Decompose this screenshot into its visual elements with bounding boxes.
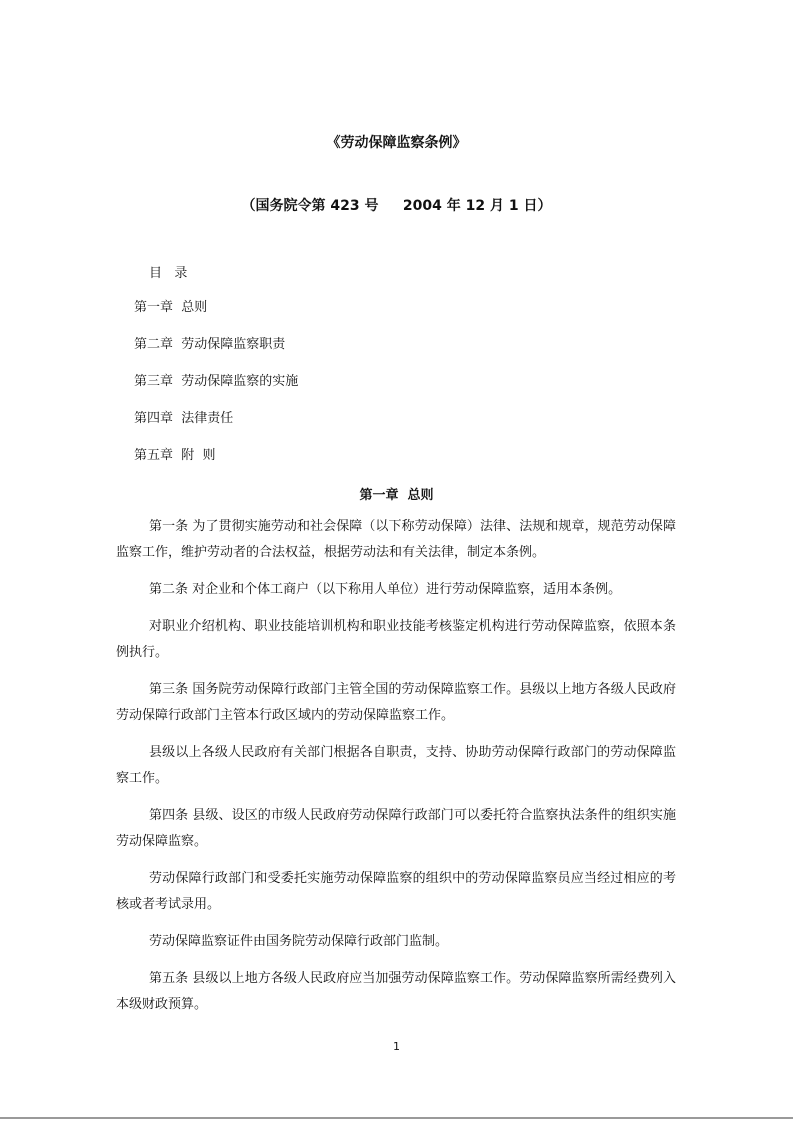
toc-item: 第一章 总则 bbox=[134, 300, 208, 315]
paragraph: 劳动保障行政部门和受委托实施劳动保障监察的组织中的劳动保障监察员应当经过相应的考核或者考试录用。 bbox=[116, 871, 676, 912]
toc-item: 第三章 劳动保障监察的实施 bbox=[134, 374, 299, 389]
document-subtitle: （国务院令第 423 号 2004 年 12 月 1 日） bbox=[241, 198, 552, 214]
toc-item: 第五章 附 则 bbox=[134, 448, 216, 463]
chapter-heading: 第一章 总则 bbox=[359, 488, 434, 503]
document-title: 《劳动保障监察条例》 bbox=[326, 135, 467, 151]
paragraph: 劳动保障监察证件由国务院劳动保障行政部门监制。 bbox=[149, 934, 449, 949]
paragraph: 对职业介绍机构、职业技能培训机构和职业技能考核鉴定机构进行劳动保障监察，依照本条例执行。 bbox=[116, 619, 676, 660]
page-number: 1 bbox=[393, 1040, 400, 1053]
paragraph: 第四条 县级、设区的市级人民政府劳动保障行政部门可以委托符合监察执法条件的组织实施劳动保障监察。 bbox=[116, 808, 676, 849]
table-of-contents bbox=[134, 298, 298, 483]
paragraph: 第一条 为了贯彻实施劳动和社会保障（以下称劳动保障）法律、法规和规章，规范劳动保障监察工作，维护劳动者的合法权益，根据劳动法和有关法律，制定本条例。 bbox=[116, 519, 676, 560]
toc-item: 第四章 法律责任 bbox=[134, 411, 234, 426]
paragraph: 县级以上各级人民政府有关部门根据各自职责，支持、协助劳动保障行政部门的劳动保障监察工作。 bbox=[116, 745, 676, 786]
paragraph: 第三条 国务院劳动保障行政部门主管全国的劳动保障监察工作。县级以上地方各级人民政府劳动保障行政部门主管本行政区域内的劳动保障监察工作。 bbox=[116, 682, 676, 723]
toc-item: 第二章 劳动保障监察职责 bbox=[134, 337, 286, 352]
paragraph: 第二条 对企业和个体工商户（以下称用人单位）进行劳动保障监察，适用本条例。 bbox=[149, 582, 622, 597]
body-text bbox=[116, 514, 676, 1029]
toc-heading: 目 录 bbox=[149, 266, 188, 281]
paragraph: 第五条 县级以上地方各级人民政府应当加强劳动保障监察工作。劳动保障监察所需经费列入本级财政预算。 bbox=[116, 971, 676, 1012]
page-bottom-divider bbox=[0, 1117, 793, 1119]
